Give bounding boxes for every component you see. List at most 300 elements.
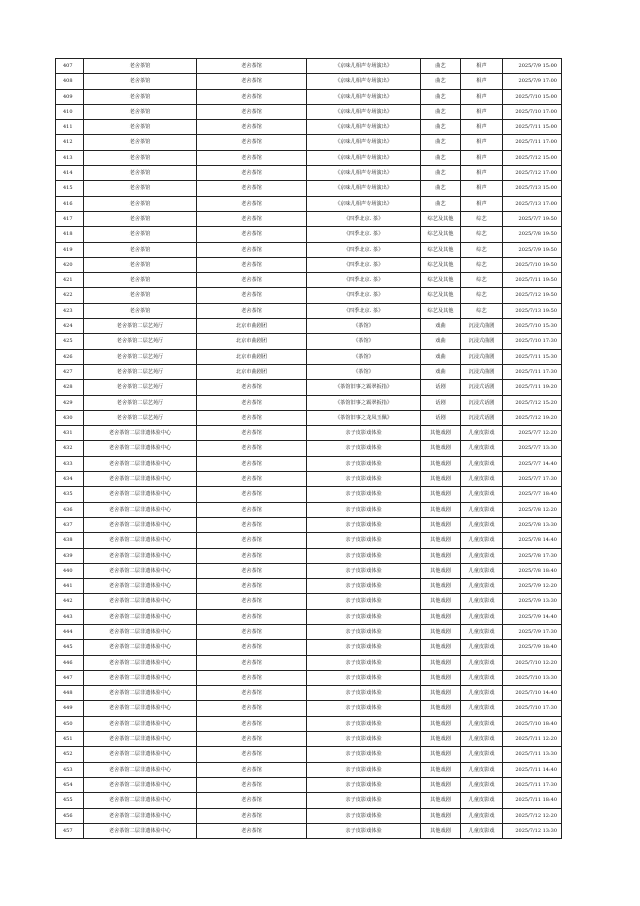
cell-show-time: 2025/7/10 15:30 <box>503 319 562 334</box>
table-row <box>56 670 562 685</box>
cell-organizer: 老舍茶馆 <box>197 181 307 196</box>
cell-venue: 老舍茶馆二层艺苑厅 <box>84 410 197 425</box>
cell-row-number: 416 <box>56 196 84 211</box>
cell-genre: 综艺 <box>461 303 503 318</box>
cell-genre: 儿童皮影戏 <box>461 808 503 823</box>
cell-show-time: 2025/7/11 17:30 <box>503 777 562 792</box>
cell-program-title: 《京味儿相声专场演出》 <box>307 89 421 104</box>
table-row <box>56 441 562 456</box>
cell-venue: 老舍茶馆 <box>84 181 197 196</box>
cell-organizer: 老舍茶馆 <box>197 777 307 792</box>
cell-category: 戏曲 <box>421 334 461 349</box>
cell-genre: 相声 <box>461 74 503 89</box>
cell-program-title: 《京味儿相声专场演出》 <box>307 196 421 211</box>
cell-category: 其他戏剧 <box>421 517 461 532</box>
cell-show-time: 2025/7/9 17:30 <box>503 624 562 639</box>
cell-program-title: 亲子皮影戏体验 <box>307 502 421 517</box>
table-row <box>56 242 562 257</box>
cell-category: 综艺及其他 <box>421 303 461 318</box>
cell-genre: 儿童皮影戏 <box>461 533 503 548</box>
cell-organizer: 老舍茶馆 <box>197 472 307 487</box>
cell-organizer: 老舍茶馆 <box>197 487 307 502</box>
cell-program-title: 亲子皮影戏体验 <box>307 594 421 609</box>
cell-show-time: 2025/7/7 17:30 <box>503 472 562 487</box>
cell-genre: 儿童皮影戏 <box>461 502 503 517</box>
cell-organizer: 老舍茶馆 <box>197 701 307 716</box>
cell-program-title: 亲子皮影戏体验 <box>307 640 421 655</box>
cell-category: 其他戏剧 <box>421 762 461 777</box>
cell-program-title: 亲子皮影戏体验 <box>307 823 421 838</box>
cell-venue: 老舍茶馆二层艺苑厅 <box>84 395 197 410</box>
cell-genre: 儿童皮影戏 <box>461 609 503 624</box>
cell-venue: 老舍茶馆二层非遗体验中心 <box>84 732 197 747</box>
cell-genre: 儿童皮影戏 <box>461 456 503 471</box>
cell-program-title: 亲子皮影戏体验 <box>307 609 421 624</box>
table-row <box>56 594 562 609</box>
table-row <box>56 181 562 196</box>
cell-show-time: 2025/7/7 12:20 <box>503 426 562 441</box>
cell-venue: 老舍茶馆二层艺苑厅 <box>84 334 197 349</box>
cell-program-title: 《京味儿相声专场演出》 <box>307 59 421 74</box>
cell-row-number: 435 <box>56 487 84 502</box>
cell-category: 其他戏剧 <box>421 502 461 517</box>
table-row <box>56 303 562 318</box>
table-row <box>56 150 562 165</box>
cell-program-title: 《京味儿相声专场演出》 <box>307 104 421 119</box>
cell-venue: 老舍茶馆 <box>84 89 197 104</box>
cell-category: 其他戏剧 <box>421 686 461 701</box>
table-row <box>56 548 562 563</box>
cell-organizer: 老舍茶馆 <box>197 502 307 517</box>
cell-show-time: 2025/7/7 19:50 <box>503 211 562 226</box>
cell-program-title: 亲子皮影戏体验 <box>307 456 421 471</box>
cell-genre: 综艺 <box>461 227 503 242</box>
cell-category: 其他戏剧 <box>421 777 461 792</box>
cell-row-number: 409 <box>56 89 84 104</box>
cell-genre: 儿童皮影戏 <box>461 441 503 456</box>
cell-venue: 老舍茶馆二层艺苑厅 <box>84 380 197 395</box>
cell-show-time: 2025/7/10 14:40 <box>503 686 562 701</box>
cell-genre: 儿童皮影戏 <box>461 548 503 563</box>
cell-category: 其他戏剧 <box>421 548 461 563</box>
cell-genre: 沉浸式话剧 <box>461 395 503 410</box>
cell-category: 综艺及其他 <box>421 227 461 242</box>
cell-row-number: 456 <box>56 808 84 823</box>
cell-row-number: 428 <box>56 380 84 395</box>
cell-venue: 老舍茶馆 <box>84 242 197 257</box>
cell-category: 其他戏剧 <box>421 456 461 471</box>
cell-organizer: 老舍茶馆 <box>197 793 307 808</box>
cell-row-number: 438 <box>56 533 84 548</box>
cell-program-title: 《京味儿相声专场演出》 <box>307 150 421 165</box>
cell-genre: 儿童皮影戏 <box>461 487 503 502</box>
cell-venue: 老舍茶馆二层非遗体验中心 <box>84 762 197 777</box>
cell-show-time: 2025/7/12 15:00 <box>503 150 562 165</box>
cell-venue: 老舍茶馆二层非遗体验中心 <box>84 579 197 594</box>
cell-show-time: 2025/7/8 19:50 <box>503 227 562 242</box>
cell-category: 其他戏剧 <box>421 808 461 823</box>
cell-venue: 老舍茶馆二层非遗体验中心 <box>84 793 197 808</box>
cell-category: 其他戏剧 <box>421 747 461 762</box>
schedule-table-body <box>56 59 562 839</box>
cell-row-number: 422 <box>56 288 84 303</box>
cell-row-number: 450 <box>56 716 84 731</box>
cell-show-time: 2025/7/10 17:00 <box>503 104 562 119</box>
cell-show-time: 2025/7/10 17:30 <box>503 334 562 349</box>
cell-category: 话剧 <box>421 410 461 425</box>
table-row <box>56 808 562 823</box>
cell-organizer: 老舍茶馆 <box>197 640 307 655</box>
table-row <box>56 166 562 181</box>
cell-genre: 相声 <box>461 89 503 104</box>
cell-show-time: 2025/7/11 17:30 <box>503 364 562 379</box>
table-row <box>56 395 562 410</box>
table-row <box>56 517 562 532</box>
cell-venue: 老舍茶馆 <box>84 303 197 318</box>
cell-show-time: 2025/7/12 12:20 <box>503 808 562 823</box>
cell-show-time: 2025/7/10 12:20 <box>503 655 562 670</box>
cell-row-number: 414 <box>56 166 84 181</box>
cell-organizer: 老舍茶馆 <box>197 456 307 471</box>
cell-venue: 老舍茶馆 <box>84 59 197 74</box>
cell-category: 其他戏剧 <box>421 441 461 456</box>
cell-organizer: 老舍茶馆 <box>197 303 307 318</box>
cell-venue: 老舍茶馆二层非遗体验中心 <box>84 609 197 624</box>
cell-program-title: 亲子皮影戏体验 <box>307 548 421 563</box>
cell-row-number: 418 <box>56 227 84 242</box>
table-row <box>56 74 562 89</box>
cell-venue: 老舍茶馆 <box>84 120 197 135</box>
cell-genre: 儿童皮影戏 <box>461 793 503 808</box>
cell-program-title: 亲子皮影戏体验 <box>307 670 421 685</box>
table-row <box>56 686 562 701</box>
cell-genre: 相声 <box>461 104 503 119</box>
cell-genre: 沉浸式曲剧 <box>461 349 503 364</box>
cell-genre: 儿童皮影戏 <box>461 716 503 731</box>
cell-venue: 老舍茶馆二层非遗体验中心 <box>84 747 197 762</box>
cell-row-number: 453 <box>56 762 84 777</box>
cell-venue: 老舍茶馆二层非遗体验中心 <box>84 517 197 532</box>
cell-venue: 老舍茶馆二层非遗体验中心 <box>84 456 197 471</box>
table-row <box>56 502 562 517</box>
table-row <box>56 793 562 808</box>
cell-organizer: 老舍茶馆 <box>197 288 307 303</box>
table-row <box>56 563 562 578</box>
cell-category: 其他戏剧 <box>421 624 461 639</box>
cell-venue: 老舍茶馆二层非遗体验中心 <box>84 563 197 578</box>
cell-program-title: 《京味儿相声专场演出》 <box>307 181 421 196</box>
cell-genre: 综艺 <box>461 288 503 303</box>
cell-genre: 综艺 <box>461 257 503 272</box>
cell-show-time: 2025/7/9 12:20 <box>503 579 562 594</box>
cell-organizer: 老舍茶馆 <box>197 59 307 74</box>
cell-show-time: 2025/7/12 13:30 <box>503 823 562 838</box>
cell-row-number: 412 <box>56 135 84 150</box>
cell-organizer: 老舍茶馆 <box>197 716 307 731</box>
cell-row-number: 407 <box>56 59 84 74</box>
table-row <box>56 426 562 441</box>
cell-show-time: 2025/7/7 14:40 <box>503 456 562 471</box>
cell-venue: 老舍茶馆 <box>84 150 197 165</box>
cell-organizer: 老舍茶馆 <box>197 196 307 211</box>
cell-venue: 老舍茶馆 <box>84 273 197 288</box>
cell-show-time: 2025/7/10 19:50 <box>503 257 562 272</box>
cell-venue: 老舍茶馆二层非遗体验中心 <box>84 716 197 731</box>
cell-row-number: 457 <box>56 823 84 838</box>
cell-row-number: 420 <box>56 257 84 272</box>
cell-show-time: 2025/7/10 17:30 <box>503 701 562 716</box>
table-row <box>56 135 562 150</box>
cell-category: 戏曲 <box>421 349 461 364</box>
cell-category: 曲艺 <box>421 104 461 119</box>
table-row <box>56 227 562 242</box>
cell-row-number: 448 <box>56 686 84 701</box>
cell-venue: 老舍茶馆二层非遗体验中心 <box>84 624 197 639</box>
cell-genre: 沉浸式曲剧 <box>461 364 503 379</box>
cell-organizer: 北京市曲剧团 <box>197 334 307 349</box>
cell-program-title: 亲子皮影戏体验 <box>307 701 421 716</box>
table-row <box>56 211 562 226</box>
cell-row-number: 430 <box>56 410 84 425</box>
cell-row-number: 451 <box>56 732 84 747</box>
cell-program-title: 亲子皮影戏体验 <box>307 517 421 532</box>
table-row <box>56 762 562 777</box>
table-row <box>56 456 562 471</box>
table-row <box>56 288 562 303</box>
cell-venue: 老舍茶馆 <box>84 104 197 119</box>
cell-row-number: 419 <box>56 242 84 257</box>
cell-row-number: 417 <box>56 211 84 226</box>
table-row <box>56 257 562 272</box>
cell-genre: 儿童皮影戏 <box>461 517 503 532</box>
cell-category: 其他戏剧 <box>421 823 461 838</box>
cell-genre: 相声 <box>461 150 503 165</box>
cell-program-title: 亲子皮影戏体验 <box>307 426 421 441</box>
cell-genre: 沉浸式曲剧 <box>461 319 503 334</box>
cell-organizer: 老舍茶馆 <box>197 89 307 104</box>
cell-category: 话剧 <box>421 395 461 410</box>
cell-organizer: 老舍茶馆 <box>197 166 307 181</box>
cell-category: 戏曲 <box>421 364 461 379</box>
cell-program-title: 《四季北京. 茶》 <box>307 288 421 303</box>
cell-program-title: 亲子皮影戏体验 <box>307 808 421 823</box>
cell-genre: 综艺 <box>461 273 503 288</box>
cell-genre: 儿童皮影戏 <box>461 823 503 838</box>
cell-category: 综艺及其他 <box>421 242 461 257</box>
cell-program-title: 《茶馆》 <box>307 334 421 349</box>
cell-category: 综艺及其他 <box>421 257 461 272</box>
cell-row-number: 446 <box>56 655 84 670</box>
cell-genre: 相声 <box>461 196 503 211</box>
cell-row-number: 442 <box>56 594 84 609</box>
cell-genre: 相声 <box>461 59 503 74</box>
cell-program-title: 《茶馆旧事之霸翠扳指》 <box>307 380 421 395</box>
cell-category: 其他戏剧 <box>421 670 461 685</box>
cell-category: 其他戏剧 <box>421 701 461 716</box>
cell-row-number: 437 <box>56 517 84 532</box>
cell-category: 曲艺 <box>421 74 461 89</box>
cell-category: 曲艺 <box>421 59 461 74</box>
cell-show-time: 2025/7/10 18:40 <box>503 716 562 731</box>
cell-row-number: 432 <box>56 441 84 456</box>
cell-organizer: 老舍茶馆 <box>197 441 307 456</box>
cell-category: 其他戏剧 <box>421 640 461 655</box>
cell-organizer: 老舍茶馆 <box>197 823 307 838</box>
cell-genre: 综艺 <box>461 242 503 257</box>
cell-organizer: 老舍茶馆 <box>197 380 307 395</box>
cell-category: 曲艺 <box>421 181 461 196</box>
cell-category: 其他戏剧 <box>421 609 461 624</box>
cell-venue: 老舍茶馆二层非遗体验中心 <box>84 640 197 655</box>
cell-show-time: 2025/7/8 14:40 <box>503 533 562 548</box>
cell-row-number: 452 <box>56 747 84 762</box>
cell-category: 其他戏剧 <box>421 579 461 594</box>
table-row <box>56 120 562 135</box>
cell-row-number: 455 <box>56 793 84 808</box>
cell-genre: 相声 <box>461 120 503 135</box>
cell-organizer: 老舍茶馆 <box>197 670 307 685</box>
cell-genre: 儿童皮影戏 <box>461 624 503 639</box>
schedule-table <box>55 58 562 839</box>
cell-category: 其他戏剧 <box>421 533 461 548</box>
cell-show-time: 2025/7/13 15:00 <box>503 181 562 196</box>
cell-row-number: 423 <box>56 303 84 318</box>
table-row <box>56 716 562 731</box>
cell-organizer: 老舍茶馆 <box>197 594 307 609</box>
cell-organizer: 老舍茶馆 <box>197 74 307 89</box>
cell-row-number: 433 <box>56 456 84 471</box>
cell-category: 曲艺 <box>421 166 461 181</box>
cell-organizer: 老舍茶馆 <box>197 395 307 410</box>
cell-program-title: 亲子皮影戏体验 <box>307 762 421 777</box>
cell-show-time: 2025/7/12 17:00 <box>503 166 562 181</box>
cell-show-time: 2025/7/10 13:30 <box>503 670 562 685</box>
cell-genre: 儿童皮影戏 <box>461 777 503 792</box>
table-row <box>56 380 562 395</box>
cell-genre: 沉浸式话剧 <box>461 410 503 425</box>
cell-row-number: 431 <box>56 426 84 441</box>
cell-venue: 老舍茶馆二层艺苑厅 <box>84 349 197 364</box>
cell-row-number: 445 <box>56 640 84 655</box>
cell-program-title: 《四季北京. 茶》 <box>307 242 421 257</box>
cell-show-time: 2025/7/7 13:30 <box>503 441 562 456</box>
cell-program-title: 《四季北京. 茶》 <box>307 273 421 288</box>
table-row <box>56 823 562 838</box>
cell-category: 其他戏剧 <box>421 732 461 747</box>
cell-program-title: 亲子皮影戏体验 <box>307 655 421 670</box>
cell-venue: 老舍茶馆二层非遗体验中心 <box>84 823 197 838</box>
cell-program-title: 亲子皮影戏体验 <box>307 747 421 762</box>
cell-show-time: 2025/7/8 18:40 <box>503 563 562 578</box>
cell-show-time: 2025/7/11 19:20 <box>503 380 562 395</box>
cell-row-number: 427 <box>56 364 84 379</box>
cell-organizer: 老舍茶馆 <box>197 410 307 425</box>
cell-genre: 儿童皮影戏 <box>461 594 503 609</box>
table-row <box>56 487 562 502</box>
cell-venue: 老舍茶馆 <box>84 74 197 89</box>
cell-venue: 老舍茶馆二层非遗体验中心 <box>84 487 197 502</box>
cell-organizer: 老舍茶馆 <box>197 579 307 594</box>
cell-venue: 老舍茶馆二层非遗体验中心 <box>84 441 197 456</box>
cell-organizer: 老舍茶馆 <box>197 808 307 823</box>
cell-program-title: 亲子皮影戏体验 <box>307 793 421 808</box>
cell-venue: 老舍茶馆二层非遗体验中心 <box>84 594 197 609</box>
table-row <box>56 609 562 624</box>
cell-category: 其他戏剧 <box>421 594 461 609</box>
cell-venue: 老舍茶馆 <box>84 288 197 303</box>
cell-organizer: 老舍茶馆 <box>197 257 307 272</box>
cell-venue: 老舍茶馆二层非遗体验中心 <box>84 777 197 792</box>
cell-genre: 儿童皮影戏 <box>461 762 503 777</box>
cell-program-title: 《茶馆》 <box>307 364 421 379</box>
cell-show-time: 2025/7/9 18:40 <box>503 640 562 655</box>
table-row <box>56 319 562 334</box>
table-row <box>56 472 562 487</box>
cell-program-title: 亲子皮影戏体验 <box>307 732 421 747</box>
cell-organizer: 老舍茶馆 <box>197 517 307 532</box>
table-row <box>56 59 562 74</box>
cell-organizer: 老舍茶馆 <box>197 242 307 257</box>
cell-genre: 儿童皮影戏 <box>461 686 503 701</box>
cell-row-number: 411 <box>56 120 84 135</box>
table-row <box>56 747 562 762</box>
cell-organizer: 老舍茶馆 <box>197 686 307 701</box>
cell-genre: 儿童皮影戏 <box>461 426 503 441</box>
cell-genre: 儿童皮影戏 <box>461 579 503 594</box>
table-row <box>56 655 562 670</box>
cell-show-time: 2025/7/11 15:00 <box>503 120 562 135</box>
cell-show-time: 2025/7/9 17:00 <box>503 74 562 89</box>
table-row <box>56 349 562 364</box>
cell-organizer: 老舍茶馆 <box>197 211 307 226</box>
cell-organizer: 老舍茶馆 <box>197 609 307 624</box>
cell-venue: 老舍茶馆二层艺苑厅 <box>84 364 197 379</box>
cell-show-time: 2025/7/8 17:30 <box>503 548 562 563</box>
cell-program-title: 亲子皮影戏体验 <box>307 579 421 594</box>
table-row <box>56 104 562 119</box>
cell-organizer: 老舍茶馆 <box>197 548 307 563</box>
cell-genre: 相声 <box>461 181 503 196</box>
cell-category: 综艺及其他 <box>421 273 461 288</box>
cell-organizer: 老舍茶馆 <box>197 533 307 548</box>
cell-row-number: 447 <box>56 670 84 685</box>
cell-program-title: 亲子皮影戏体验 <box>307 487 421 502</box>
cell-program-title: 《四季北京. 茶》 <box>307 303 421 318</box>
cell-show-time: 2025/7/7 18:40 <box>503 487 562 502</box>
cell-row-number: 421 <box>56 273 84 288</box>
cell-venue: 老舍茶馆二层非遗体验中心 <box>84 701 197 716</box>
cell-program-title: 《四季北京. 茶》 <box>307 211 421 226</box>
cell-row-number: 436 <box>56 502 84 517</box>
cell-genre: 儿童皮影戏 <box>461 655 503 670</box>
cell-venue: 老舍茶馆 <box>84 166 197 181</box>
cell-category: 曲艺 <box>421 196 461 211</box>
cell-venue: 老舍茶馆二层非遗体验中心 <box>84 472 197 487</box>
cell-venue: 老舍茶馆二层非遗体验中心 <box>84 548 197 563</box>
cell-row-number: 429 <box>56 395 84 410</box>
cell-show-time: 2025/7/11 13:30 <box>503 747 562 762</box>
cell-show-time: 2025/7/13 17:00 <box>503 196 562 211</box>
cell-organizer: 老舍茶馆 <box>197 104 307 119</box>
cell-show-time: 2025/7/9 13:30 <box>503 594 562 609</box>
cell-organizer: 老舍茶馆 <box>197 732 307 747</box>
cell-category: 曲艺 <box>421 135 461 150</box>
cell-organizer: 老舍茶馆 <box>197 655 307 670</box>
cell-program-title: 《四季北京. 茶》 <box>307 257 421 272</box>
cell-category: 其他戏剧 <box>421 563 461 578</box>
cell-row-number: 434 <box>56 472 84 487</box>
cell-program-title: 《茶馆旧事之霸翠扳指》 <box>307 395 421 410</box>
